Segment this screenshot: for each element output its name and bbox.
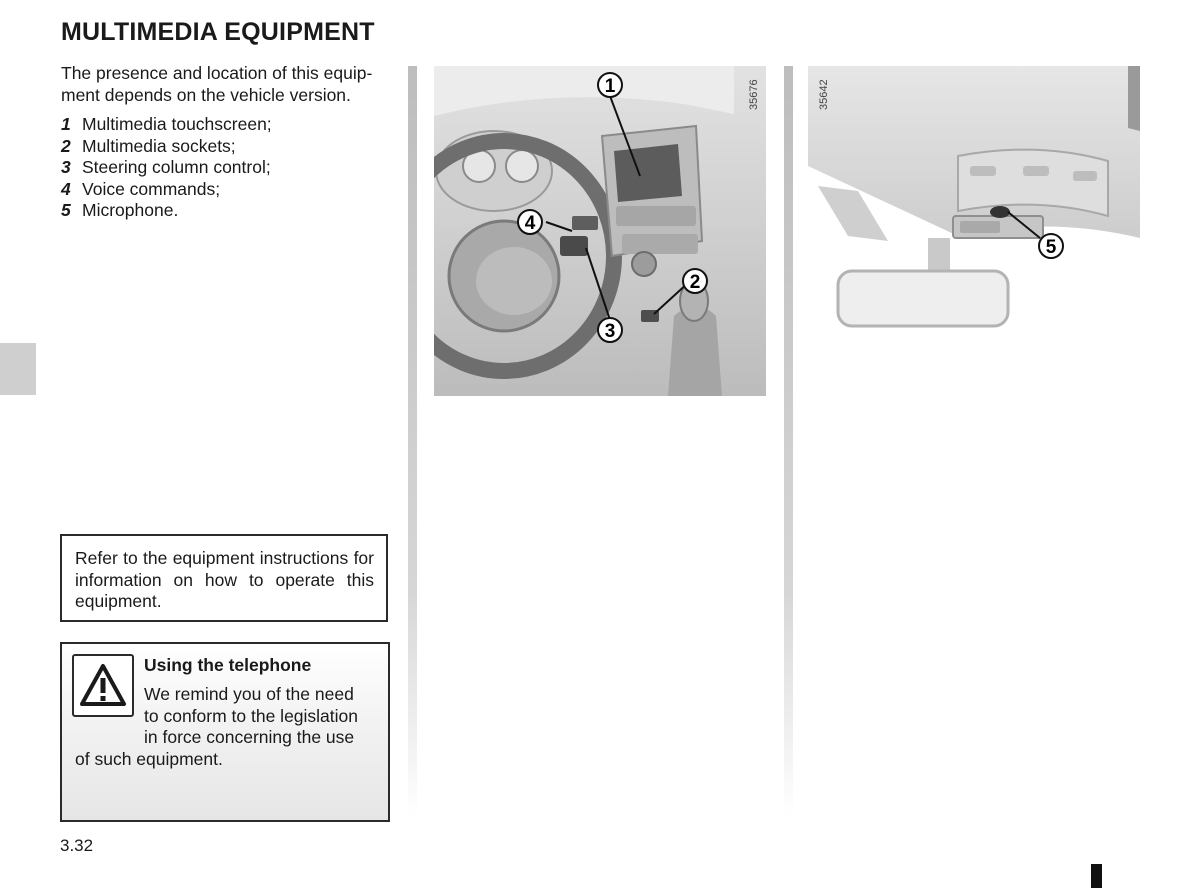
info-note — [60, 534, 388, 622]
list-item — [61, 114, 272, 136]
chapter-tab — [0, 343, 36, 395]
item-number: 1 — [61, 114, 71, 134]
intro-line: The presence and location of this equip- — [61, 63, 373, 83]
warning-line: of such equipment. — [75, 748, 223, 769]
warning-note — [60, 642, 390, 822]
warning-line: in force concerning the use — [144, 727, 355, 747]
intro-line: ment depends on the vehicle version. — [61, 84, 351, 105]
warning-title: Using the telephone — [144, 655, 312, 675]
item-number: 5 — [61, 200, 71, 220]
warning-line: to conform to the legislation — [144, 705, 359, 726]
column-divider — [784, 66, 793, 816]
warning-line: We remind you of the need — [144, 684, 354, 704]
list-item — [61, 200, 272, 222]
callout-5: 5 — [1045, 237, 1057, 258]
item-number: 4 — [61, 178, 71, 199]
page-number: 3.32 — [60, 836, 94, 855]
item-number: 2 — [61, 135, 71, 156]
callout-1: 1 — [604, 76, 616, 97]
callout-4: 4 — [524, 213, 536, 234]
intro-paragraph — [61, 63, 391, 106]
item-label: Microphone. — [82, 200, 179, 220]
dashboard-illustration — [434, 66, 766, 396]
item-label: Voice commands; — [82, 178, 221, 199]
figure-code: 35642 — [818, 79, 830, 110]
list-item — [61, 179, 272, 201]
list-item — [61, 136, 272, 158]
item-label: Steering column control; — [82, 157, 271, 177]
callout-2: 2 — [689, 272, 701, 293]
list-item — [61, 157, 272, 179]
info-note-text: Refer to the equipment instructions for information on how to operate this equipment. — [75, 548, 374, 611]
item-label: Multimedia sockets; — [82, 135, 236, 156]
microphone-illustration — [808, 66, 1140, 328]
warning-body — [75, 684, 378, 770]
item-number: 3 — [61, 157, 71, 177]
page-title: MULTIMEDIA EQUIPMENT — [61, 18, 375, 46]
item-label: Multimedia touchscreen; — [82, 114, 272, 134]
column-divider — [408, 66, 417, 816]
equipment-list — [61, 114, 272, 222]
section-end-mark — [1091, 864, 1102, 888]
figure-code: 35676 — [748, 79, 760, 110]
callout-3: 3 — [604, 321, 616, 342]
